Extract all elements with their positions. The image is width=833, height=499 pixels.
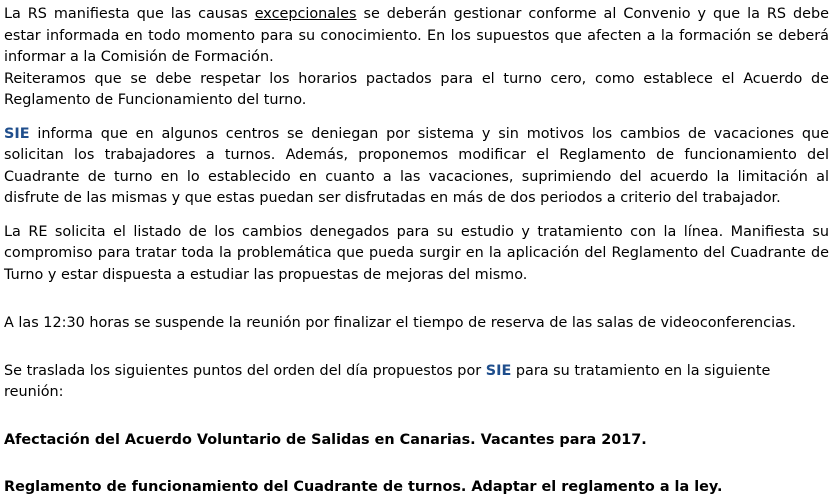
paragraph-re-listado: La RE solicita el listado de los cambios denegados para su estudio y tratamiento con la línea. Manifiesta su compromiso para tratar toda la problemática que pueda surgir en la aplicación del Reglamento del Cuadrante de Turno y estar dispuesta a estudiar las propuestas de mejoras del mismo.	[4, 223, 829, 283]
paragraph-traslado-text-b: para su tratamiento en la siguiente reunión:	[4, 362, 771, 400]
paragraph-sie-text: informa que en algunos centros se deniegan por sistema y sin motivos los cambios de vacaciones que solicitan los trabajadores a turnos. Además, proponemos modificar el Reglamento de funcionamiento del Cuadrante de turno en lo establecido en cuanto a las vacaciones, suprimiendo del acuerdo la limitación al disfrute de las mismas y que estas puedan ser disfrutadas en más de dos periodos a criterio del trabajador.	[4, 125, 829, 206]
sie-label-2: SIE	[485, 362, 512, 379]
underlined-word-excepcionales: excepcionales	[254, 6, 357, 22]
agenda-item-canarias: Afectación del Acuerdo Voluntario de Salidas en Canarias. Vacantes para 2017.	[4, 431, 647, 448]
paragraph-traslado-text-a: Se traslada los siguientes puntos del orden del día propuestos por	[4, 362, 486, 379]
sie-label: SIE	[4, 125, 30, 142]
paragraph-rs-excepcionales	[4, 4, 829, 69]
paragraph-suspension: A las 12:30 horas se suspende la reunión por finalizar el tiempo de reserva de las salas de videoconferencias.	[4, 315, 796, 331]
paragraph-rs-text-a: La RS manifiesta que las causas	[4, 6, 255, 22]
paragraph-traslado	[4, 361, 829, 404]
paragraph-turno-cero: Reiteramos que se debe respetar los horarios pactados para el turno cero, como establece el Acuerdo de Reglamento de Funcionamiento del turno.	[4, 70, 829, 108]
paragraph-rs-text-b: se deberán gestionar conforme al Convenio y que la RS debe estar informada en todo momento para su conocimiento. En los supuestos que afecten a la formación se deberá informar a la Comisión de Formación.	[4, 6, 829, 65]
agenda-item-reglamento: Reglamento de funcionamiento del Cuadrante de turnos. Adaptar el reglamento a la ley.	[4, 479, 723, 495]
paragraph-sie-vacaciones	[4, 124, 829, 210]
